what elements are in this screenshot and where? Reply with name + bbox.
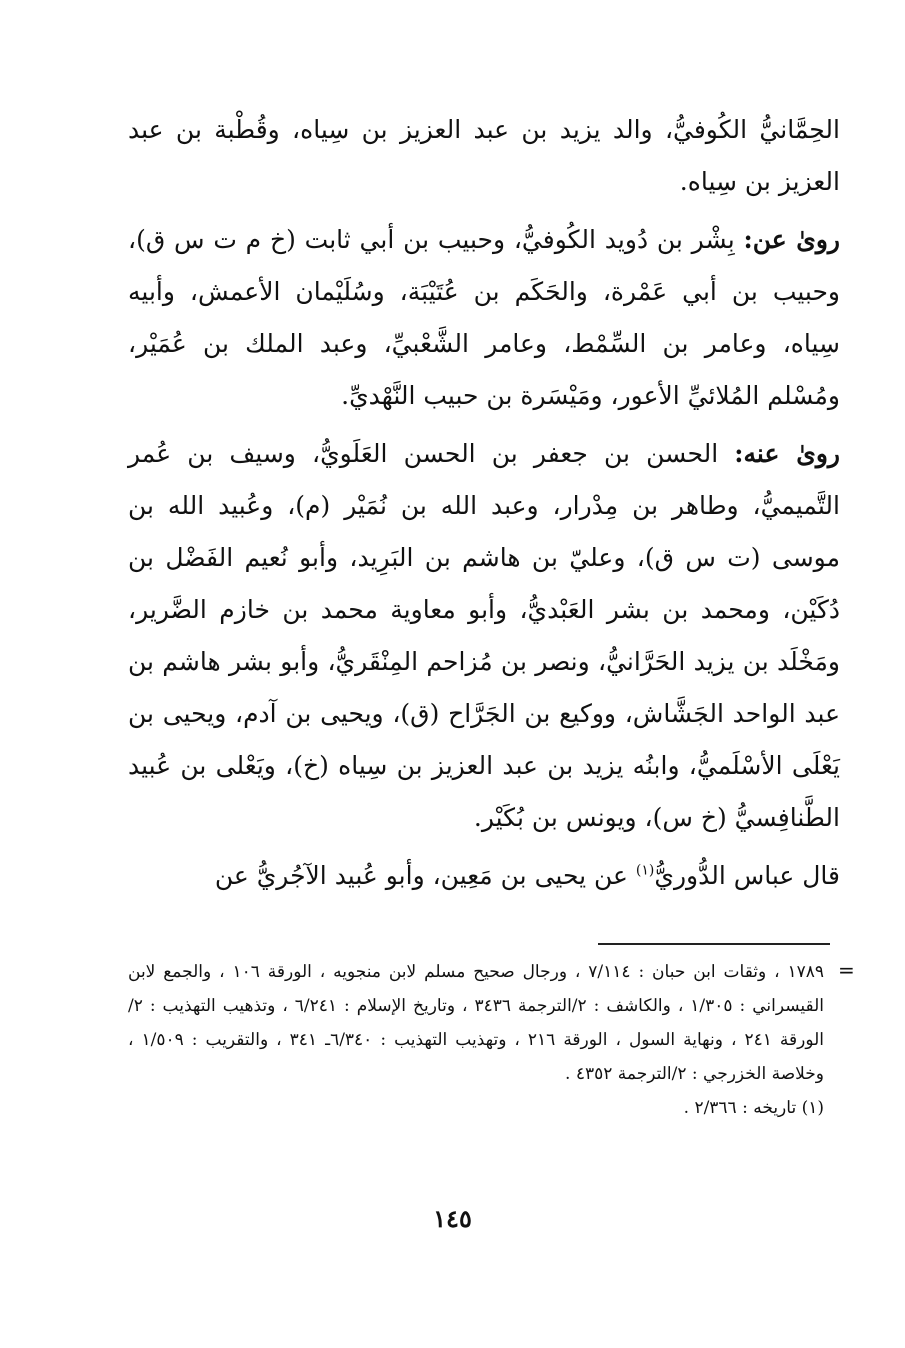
page-number: ١٤٥ — [433, 1204, 472, 1233]
continuation-mark: = — [838, 958, 855, 982]
narrated-by-text: الحسن بن جعفر بن الحسن العَلَويُّ، وسيف بن عُمر التَّميميُّ، وطاهر بن مِدْرار، وعبد الله بن نُمَيْر (م)، وعُبيد الله بن موسى (ت س ق)، وعليّ بن هاشم بن البَرِيد، وأبو نُعيم الفَضْل بن دُكَيْن، ومحمد بن بشر العَبْديُّ، وأبو معاوية محمد بن خازم الضَّرير، ومَخْلَد بن يزيد الحَرَّانيُّ، ونصر بن مُزاحم المِنْقَريُّ، وأبو بشر هاشم بن عبد الواحد الجَشَّاش، ووكيع بن الجَرَّاح (ق)، ويحيى بن آدم، ويحيى بن يَعْلَى الأسْلَميُّ، وابنُه يزيد بن عبد العزيز بن سِياه (خ)، ويَعْلى بن عُبيد الطَّنافِسيُّ (خ س)، ويونس بن بُكَيْر. — [128, 439, 840, 832]
paragraph-4-text-b: عن يحيى بن مَعِين، وأبو عُبيد الآجُريُّ عن — [214, 861, 636, 890]
narrated-from-text: بِشْر بن دُويد الكُوفيُّ، وحبيب بن أبي ثابت (خ م ت س ق)، وحبيب بن أبي عَمْرة، والحَكَم بن عُتَيْبَة، وسُلَيْمان الأعمش، وأبيه سِياه، وعامر بن السِّمْط، وعامر الشَّعْبيِّ، وعبد الملك بن عُمَيْر، ومُسْلم المُلائيِّ الأعور، ومَيْسَرة بن حبيب النَّهْديِّ. — [128, 225, 840, 410]
narrated-from-heading: روىٰ عن: — [743, 225, 840, 254]
main-text — [128, 104, 840, 908]
paragraph-4 — [128, 850, 840, 902]
paragraph-4-text-a: قال عباس الدُّوريُّ — [654, 861, 840, 890]
paragraph-1 — [128, 104, 840, 208]
footnote-continued: ١٧٨٩ ، وثقات ابن حبان : ٧/١١٤ ، ورجال صحيح مسلم لابن منجويه ، الورقة ١٠٦ ، والجمع لابن القيسراني : ١/٣٠٥ ، والكاشف : ٢/الترجمة ٣٤٣٦ ، وتاريخ الإسلام : ٦/٢٤١ ، وتذهيب التهذيب : ٢/الورقة ٢٤١ ، ونهاية السول ، الورقة ٢١٦ ، وتهذيب التهذيب : ٦/٣٤٠ـ ٣٤١ ، والتقريب : ١/٥٠٩ ، وخلاصة الخزرجي : ٢/الترجمة ٤٣٥٢ . — [128, 962, 825, 1084]
paragraph-narrated-from — [128, 214, 840, 422]
footnotes — [128, 955, 824, 1125]
paragraph-1-text: الحِمَّانيُّ الكُوفيُّ، والد يزيد بن عبد العزيز بن سِياه، وقُطْبة بن عبد العزيز بن سِياه. — [128, 115, 840, 196]
footnote-separator — [598, 943, 830, 945]
paragraph-narrated-by — [128, 428, 840, 844]
footnote-reference: (١) — [635, 862, 655, 879]
footnote-1: (١) تاريخه : ٢/٣٦٦ . — [683, 1098, 824, 1118]
narrated-by-heading: روىٰ عنه: — [734, 439, 840, 468]
